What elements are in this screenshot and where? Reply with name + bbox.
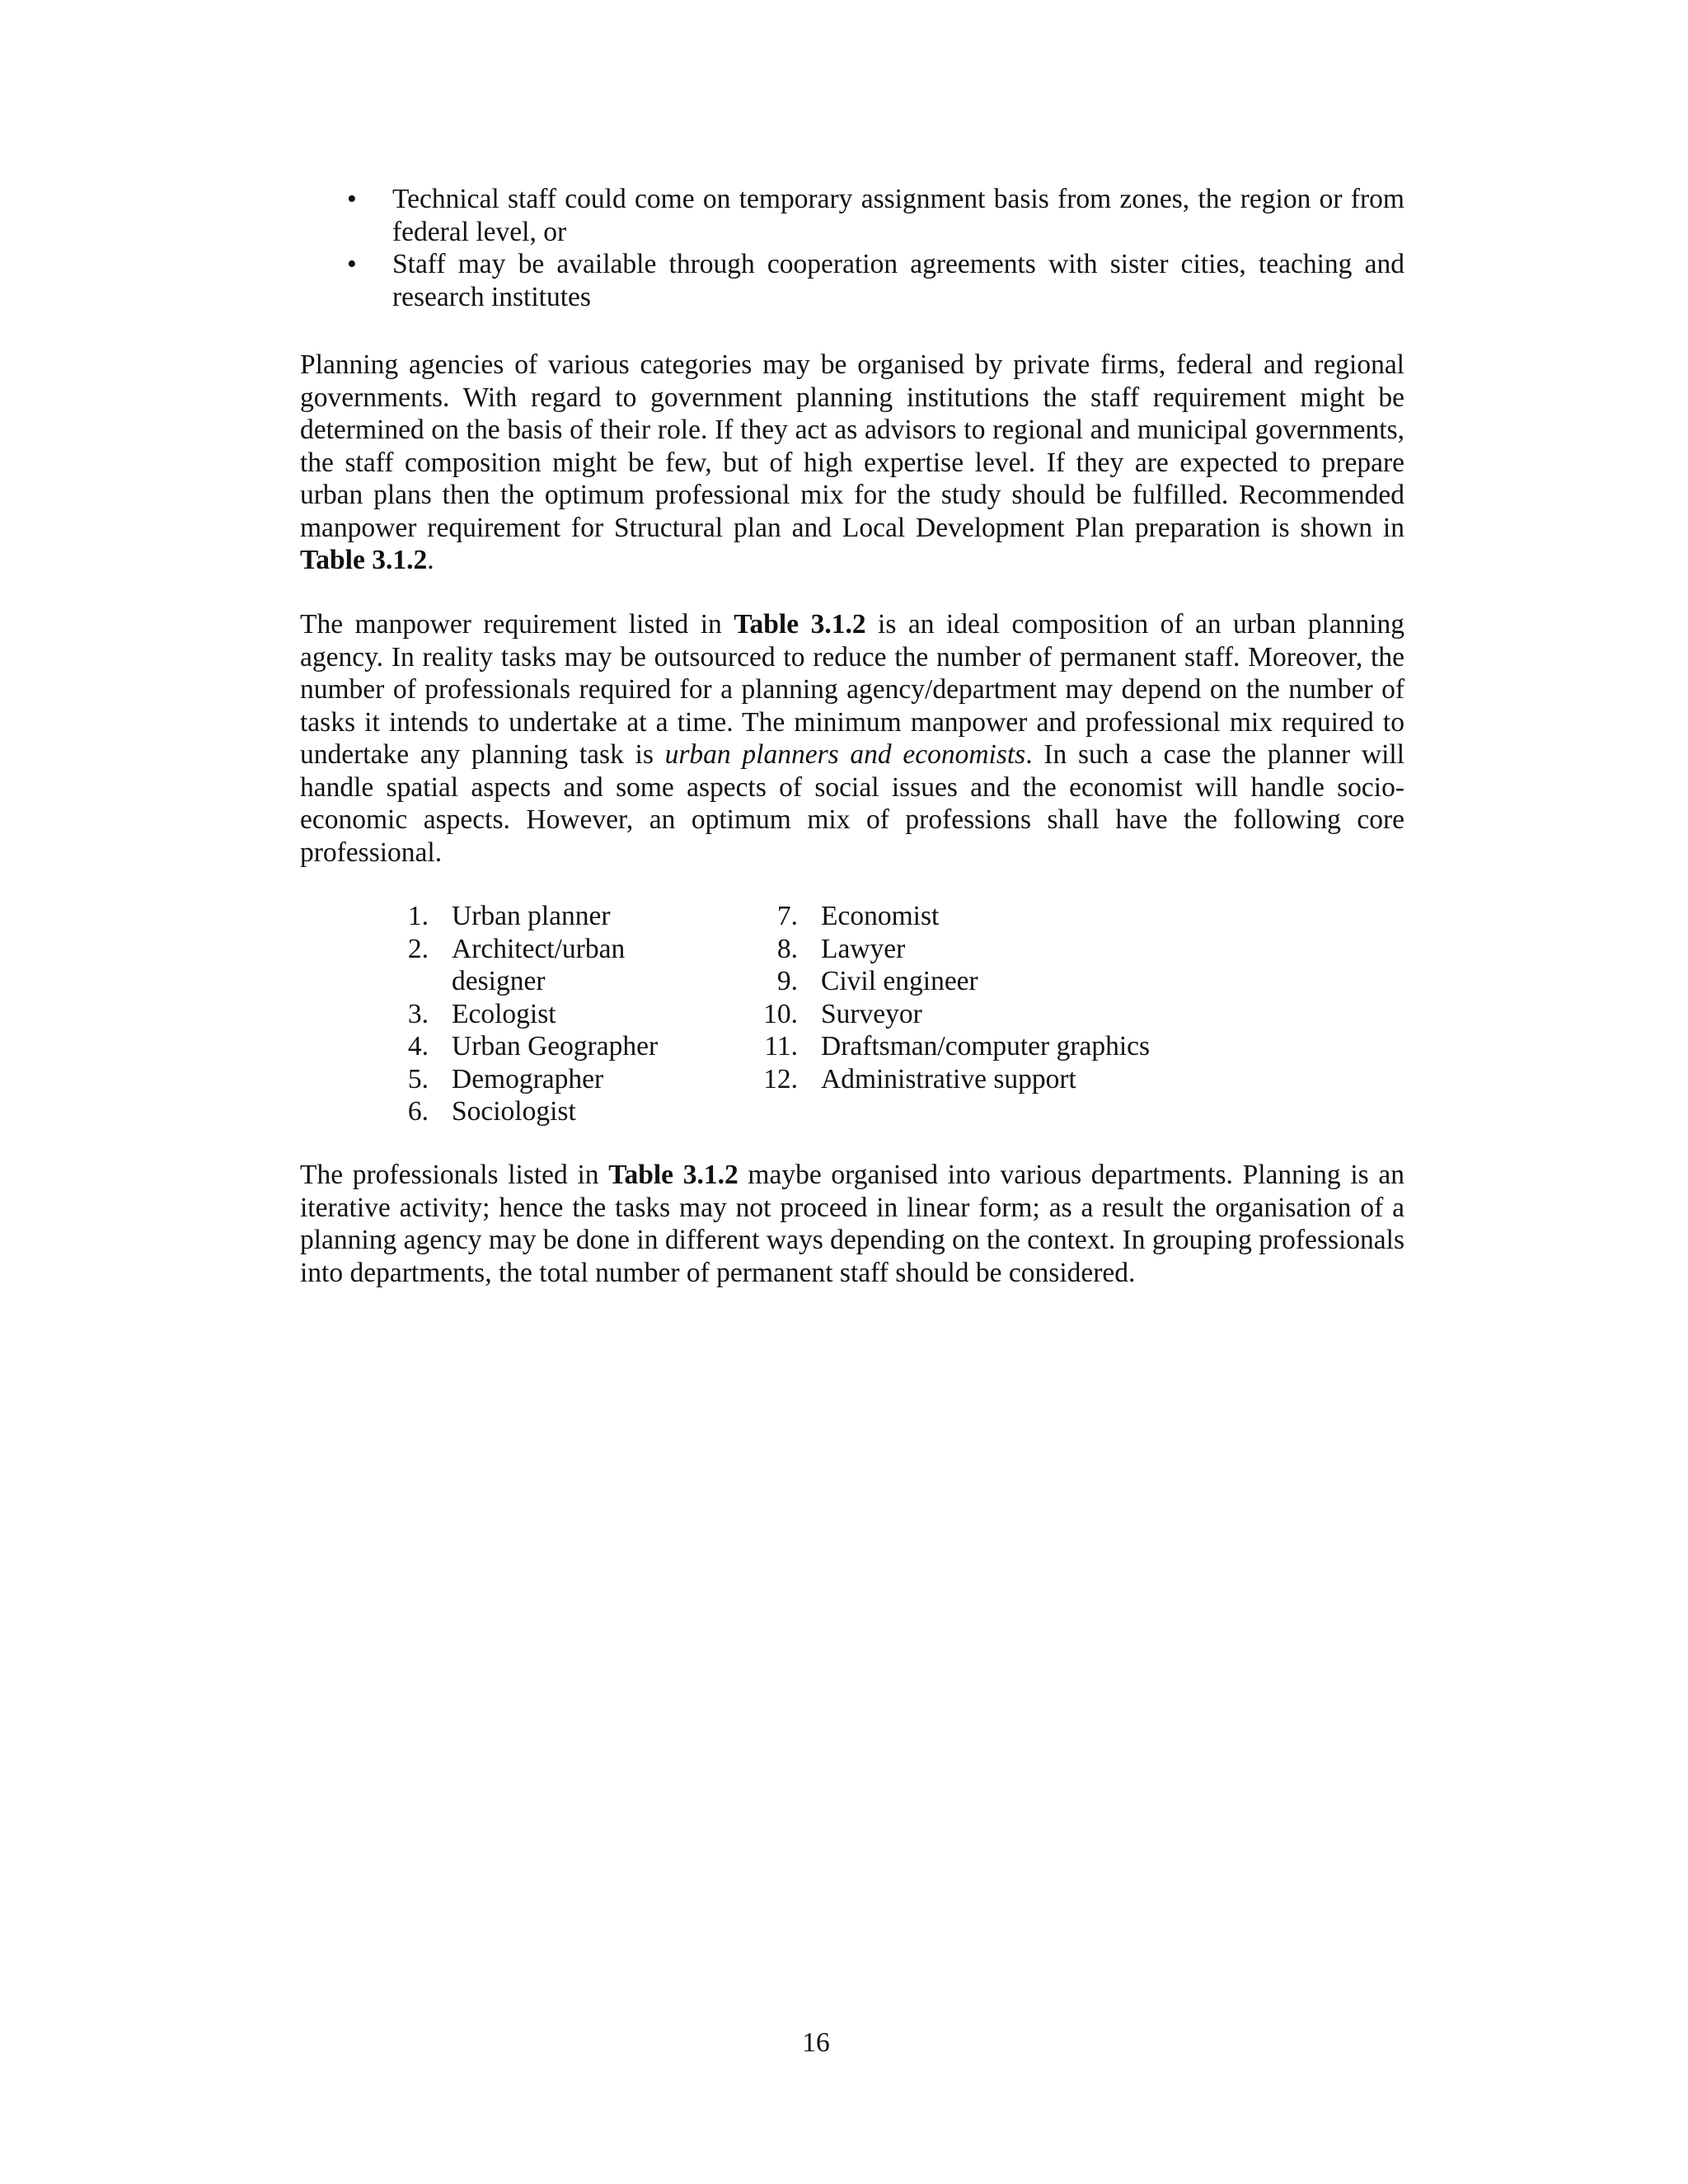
paragraph-end: . <box>427 545 434 575</box>
professionals-list-left <box>389 900 694 1128</box>
list-number: 8. <box>776 933 798 964</box>
list-label: Urban Geographer <box>452 1031 659 1062</box>
bullet-dot-icon: • <box>347 184 357 214</box>
list-item <box>758 965 1253 998</box>
list-label: Surveyor <box>821 998 922 1029</box>
list-item <box>389 933 633 998</box>
list-item <box>389 1095 694 1128</box>
professionals-list-right <box>758 900 1253 1095</box>
list-item <box>389 998 694 1031</box>
paragraph-text: The manpower requirement listed in <box>300 609 734 640</box>
list-item <box>758 900 1253 933</box>
list-item <box>758 1063 1253 1096</box>
paragraph-text: maybe organised into various departments. Planning is an iterative activity; hence the tasks may not proceed in linear form; as a result the organisation of a planning agency may be done in different ways depending on the context. In grouping professionals into departments, the total number of permanent staff should be considered. <box>300 1160 1405 1288</box>
list-item <box>389 1063 694 1096</box>
list-label: Administrative support <box>821 1063 1076 1094</box>
list-label: Demographer <box>452 1063 604 1094</box>
paragraph-planning-agencies <box>300 349 1404 577</box>
bullet-item <box>300 183 1404 248</box>
table-reference: Table 3.1.2 <box>608 1160 738 1190</box>
table-reference: Table 3.1.2 <box>734 609 866 640</box>
bullet-text: Staff may be available through cooperation agreements with sister cities, teaching and research institutes <box>392 249 1404 312</box>
page-number: 16 <box>802 2027 830 2058</box>
list-label: Draftsman/computer graphics <box>821 1031 1151 1062</box>
bullet-text: Technical staff could come on temporary assignment basis from zones, the region or from federal level, or <box>392 184 1404 247</box>
list-number: 12. <box>763 1063 798 1094</box>
list-label: Civil engineer <box>821 966 978 996</box>
emphasis-text: urban planners and economists <box>664 739 1026 770</box>
list-number: 1. <box>407 901 429 931</box>
list-label: Urban planner <box>452 901 611 931</box>
list-number: 7. <box>776 901 798 931</box>
list-number: 3. <box>407 998 429 1029</box>
list-label: Architect/urban designer <box>452 933 626 996</box>
bullet-dot-icon: • <box>347 249 357 279</box>
paragraph-text: . In such a case the planner will handle spatial aspects and some aspects of social issues and the economist will handle socio-economic aspects. However, an optimum mix of professions shall have the following core professional. <box>300 739 1404 868</box>
list-item <box>758 998 1253 1031</box>
bullet-item <box>300 248 1404 313</box>
paragraph-manpower-requirement <box>300 608 1404 869</box>
list-number: 11. <box>764 1031 798 1062</box>
list-item <box>389 900 694 933</box>
paragraph-professionals-departments <box>300 1159 1404 1289</box>
staff-source-bullet-list <box>300 183 1404 313</box>
paragraph-text: The professionals listed in <box>300 1160 609 1190</box>
list-number: 2. <box>407 933 429 964</box>
list-number: 10. <box>763 998 798 1029</box>
list-label: Sociologist <box>452 1096 576 1127</box>
list-number: 4. <box>407 1031 429 1062</box>
list-item <box>389 1030 694 1063</box>
list-item <box>758 933 1253 966</box>
list-label: Ecologist <box>452 998 556 1029</box>
list-number: 5. <box>407 1063 429 1094</box>
list-number: 6. <box>407 1096 429 1127</box>
list-label: Economist <box>821 901 940 931</box>
list-number: 9. <box>776 966 798 996</box>
paragraph-text: is an ideal composition of an urban planning agency. In reality tasks may be outsourced to reduce the number of permanent staff. Moreover, the number of professionals required for a planning agency/department may depend on the number of tasks it intends to undertake at a time. The minimum manpower and professional mix required to undertake any planning task is <box>300 609 1405 770</box>
paragraph-text: Planning agencies of various categories may be organised by private firms, federal and regional governments. With regard to government planning institutions the staff requirement might be determined on the basis of their role. If they act as advisors to regional and municipal governments, the staff composition might be few, but of high expertise level. If they are expected to prepare urban plans then the optimum professional mix for the study should be fulfilled. Recommended manpower requirement for Structural plan and Local Development Plan preparation is shown in <box>300 349 1404 543</box>
table-reference: Table 3.1.2 <box>300 545 428 575</box>
list-item <box>758 1030 1253 1063</box>
list-label: Lawyer <box>821 933 906 964</box>
